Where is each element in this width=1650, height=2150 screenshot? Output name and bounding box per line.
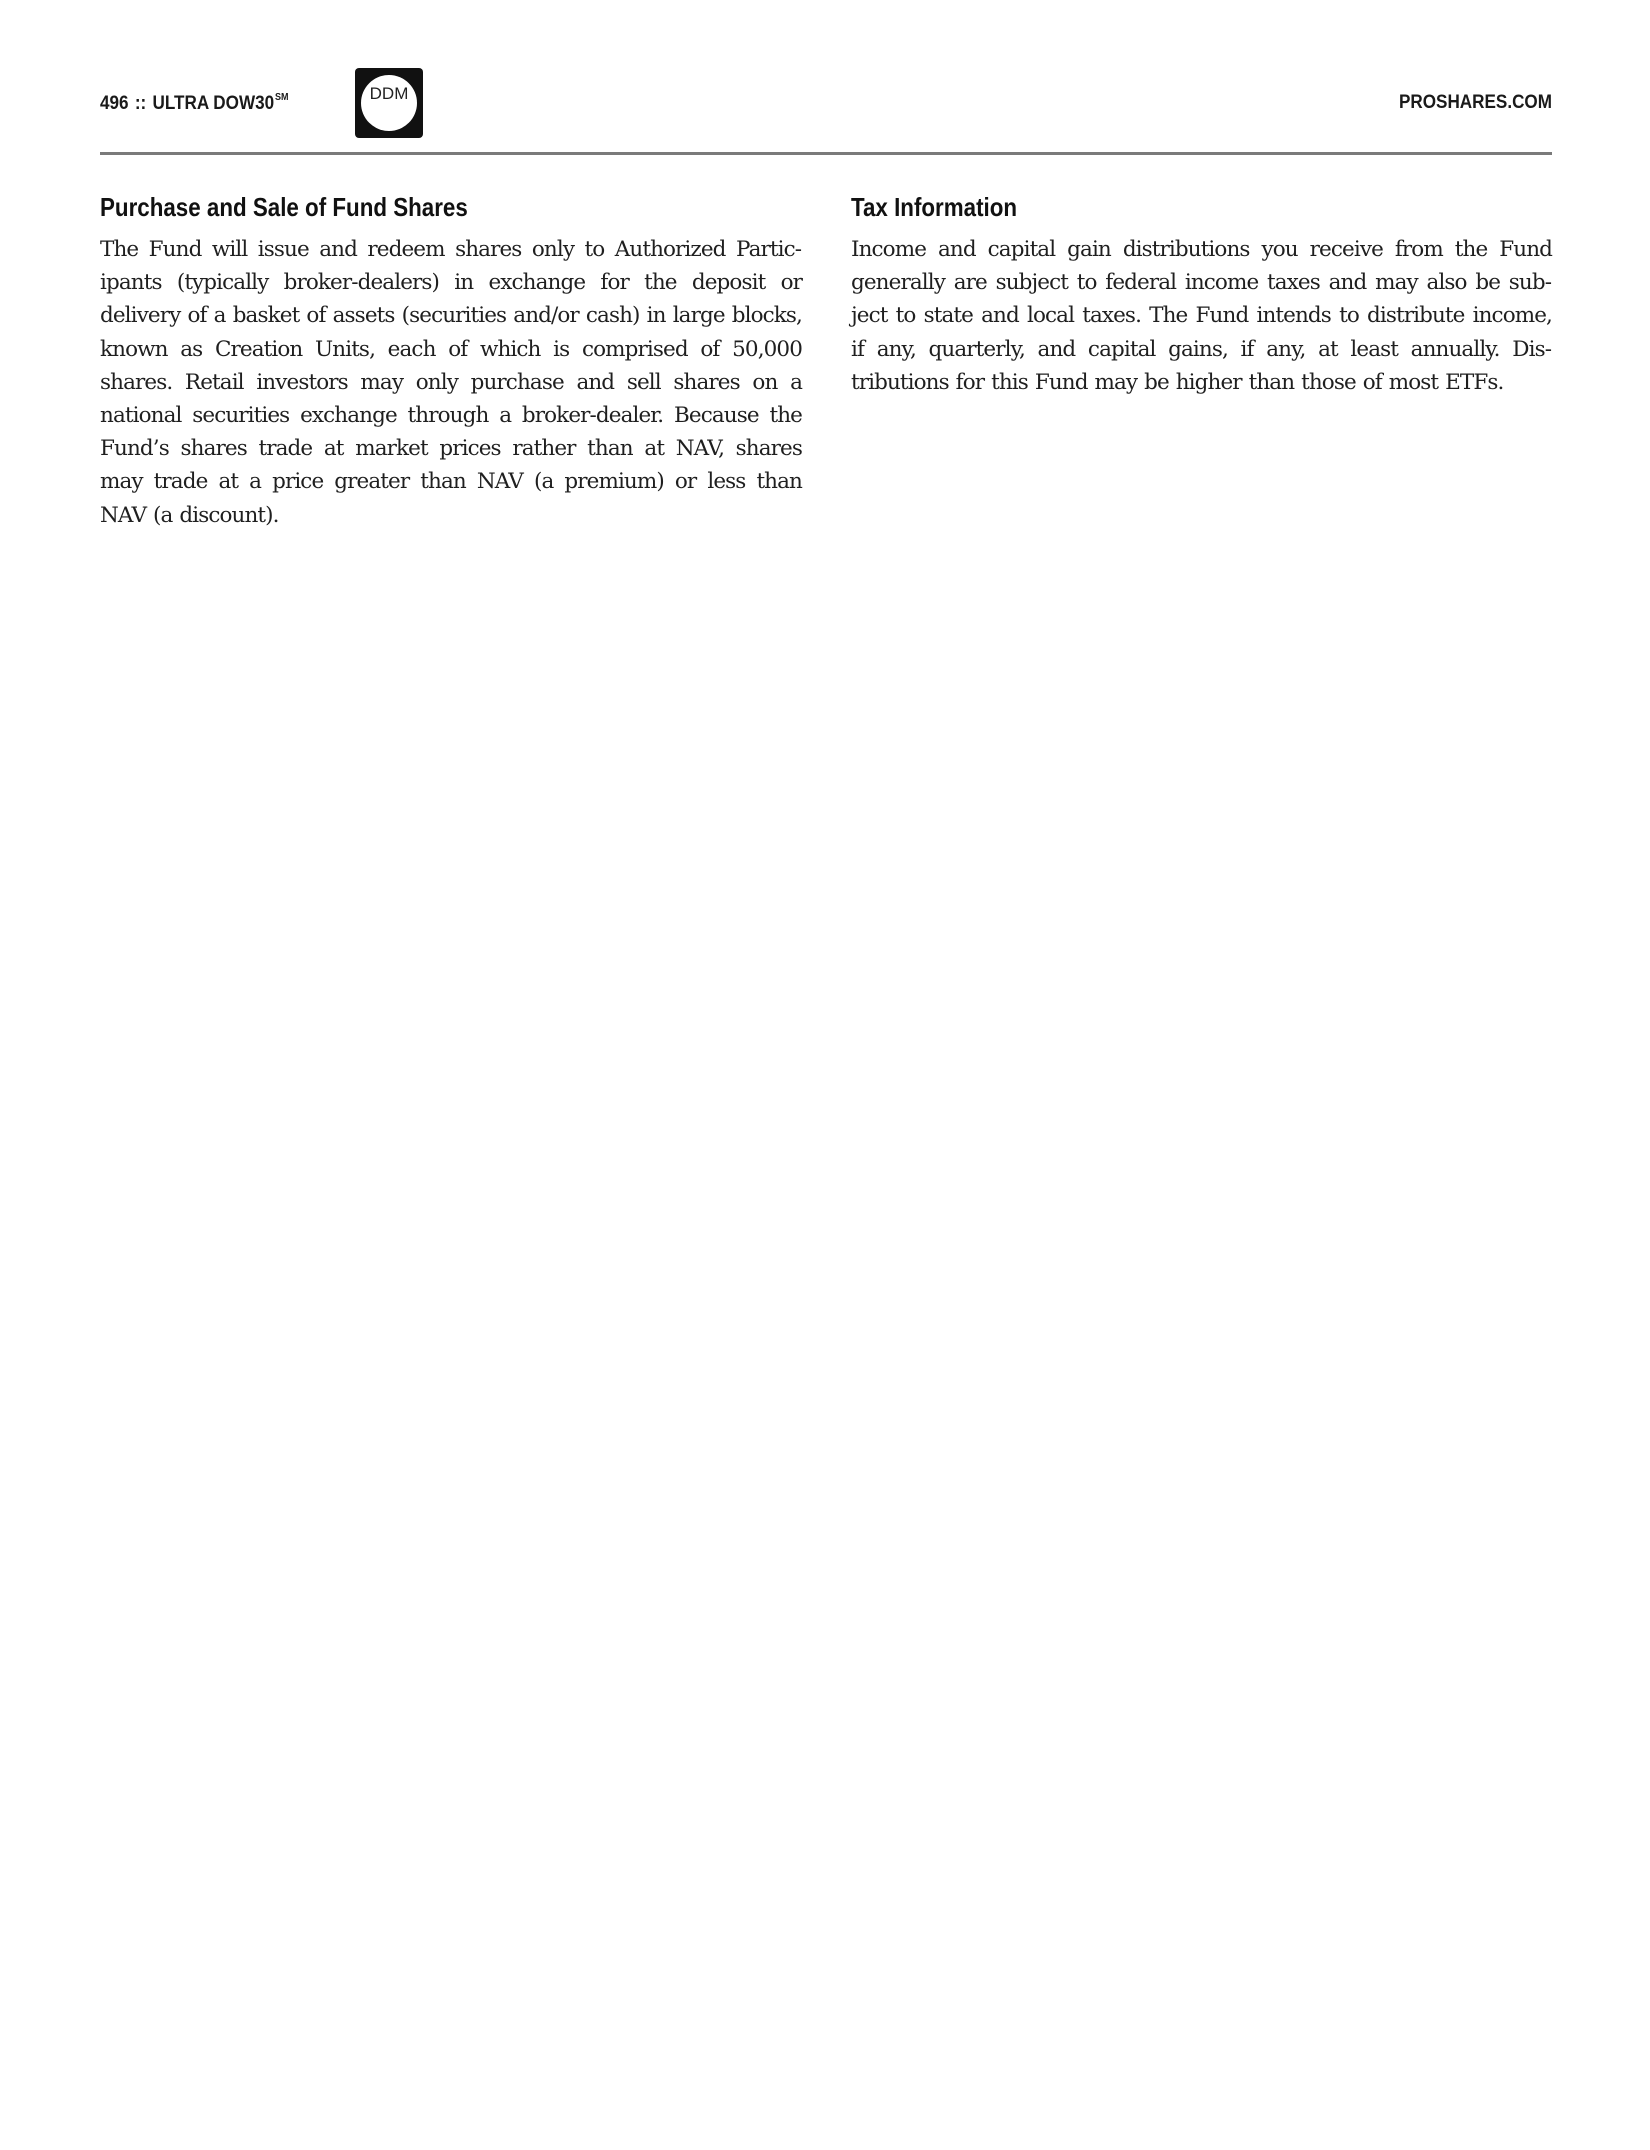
ticker-symbol: DDM — [361, 75, 417, 131]
tax-information-paragraph: Income and capital gain distributions you receive from the Fund generally are subject to federal income taxes and may also be subject to state and local taxes. The Fund intends to distribute income, if any, quarterly, and capital gains, if any, at least annually. Distributions for this Fund may be higher than those of most ETFs. — [851, 237, 1552, 395]
running-header — [100, 92, 289, 115]
header-separator: :: — [134, 93, 147, 114]
tax-information-section — [851, 190, 1552, 399]
purchase-sale-paragraph: The Fund will issue and redeem shares only to Authorized Participants (typically broker-dealers) in exchange for the deposit or delivery of a basket of assets (securities and/or cash) in large blocks, known as Creation Units, each of which is comprised of 50,000 shares. Retail investors may only purchase and sell shares on a national securities exchange through a broker-dealer. Because the Fund’s shares trade at market prices rather than at NAV, shares may trade at a price greater than NAV (a premium) or less than NAV (a discount). — [100, 237, 802, 528]
website-label: PROSHARES.COM — [1399, 92, 1552, 113]
purchase-sale-heading: Purchase and Sale of Fund Shares — [100, 192, 468, 222]
ticker-badge — [355, 68, 423, 138]
fund-name: ULTRA DOW30 — [152, 93, 275, 114]
tax-information-heading: Tax Information — [851, 192, 1018, 222]
service-mark: SM — [275, 92, 289, 103]
page-number: 496 — [100, 93, 129, 114]
purchase-sale-section — [100, 190, 802, 532]
page-header — [100, 68, 1552, 140]
header-divider — [100, 152, 1552, 155]
